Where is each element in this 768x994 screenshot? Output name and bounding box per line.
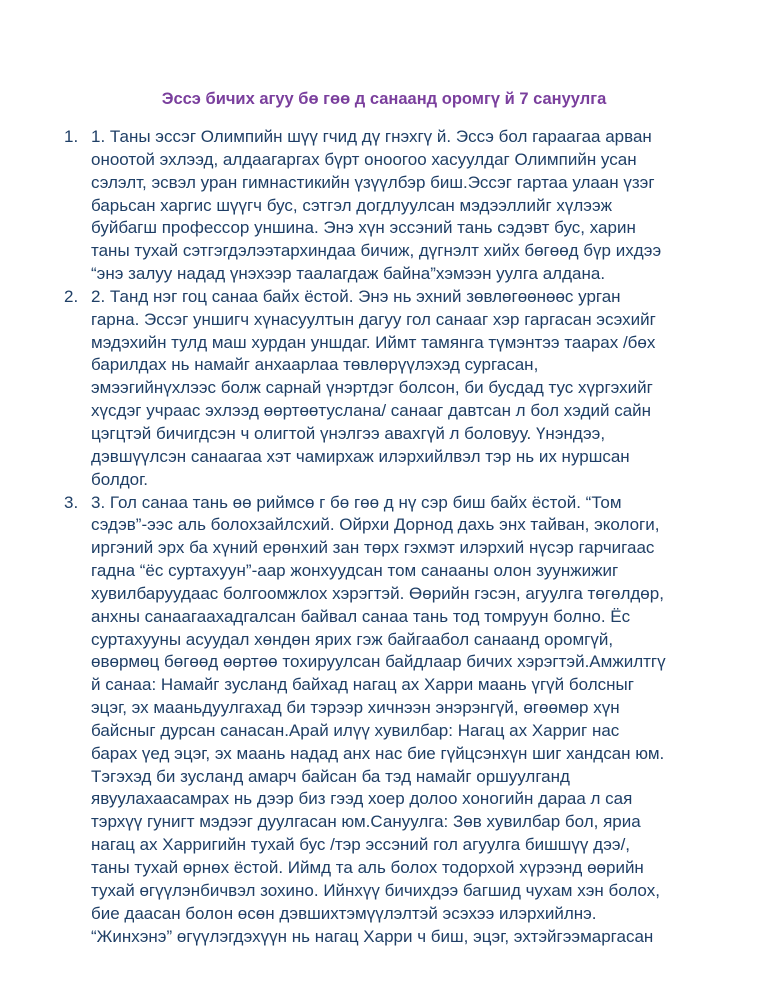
document-title: Эссэ бичих агуу бө гөө д санаанд оромгү й 7 сануулга <box>161 90 607 108</box>
paragraph-line: гарна. Эссэг уншигч хүнасуултын дагуу гол санааг хэр гаргасан эсэхийг <box>91 309 656 329</box>
paragraph-line: тухай өгүүлэнбичвэл зохино. Ийнхүү бичихдээ багшид чухам хэн болох, <box>91 880 660 900</box>
paragraph-line: тэрхүү гунигт мэдээг дуулгасан юм.Сануулга: Зөв хувилбар бол, яриа <box>91 812 641 832</box>
paragraph-line: дэвшүүлсэн санаагаа хэт чамирхаж илэрхийлвэл тэр нь их нуршсан <box>91 446 630 466</box>
paragraph-line: барах үед эцэг, эх маань надад анх нас бие гүйцсэнхүн шиг хандсан юм. <box>91 743 665 763</box>
paragraph-line: гадна “ёс суртахуун”-аар жонхуудсан том санааны олон зуунжижиг <box>91 561 619 581</box>
paragraph-line: 3. Гол санаа тань өө риймсө г бө гөө д нү сэр биш байх ёстой. “Том <box>91 492 622 512</box>
paragraph-line: 1. Таны эссэг Олимпийн шүү гчид дү гнэхгү й. Эссэ бол гараагаа арван <box>91 127 652 146</box>
paragraph-line: өвөрмөц бөгөөд өөртөө тохируулсан байдлаар бичих хэрэгтэй.Амжилтгү <box>91 652 666 672</box>
paragraph-line: анхны санаагаахадгалсан байвал санаа тань тод томруун болно. Ёс <box>91 606 631 626</box>
paragraph-line: й санаа: Намайг зусланд байхад нагац ах Харри маань үгүй болсныг <box>91 675 634 695</box>
paragraph-line: мэдэхийн тулд маш хурдан уншдаг. Иймт тамянга түмэнтээ таарах /бөх <box>91 332 656 352</box>
paragraph-line: нагац ах Харригийн тухай бус /тэр эссэний гол агуулга бишшүү дээ/, <box>91 835 631 855</box>
paragraph-line: суртахууны асуудал хөндөн ярих гэж байгаабол санаанд оромгүй, <box>91 629 614 649</box>
list-item <box>0 126 768 286</box>
paragraph-line: сэдэв”-ээс аль болохзайлсхий. Ойрхи Дорнод дахь энх тайван, экологи, <box>91 515 660 535</box>
paragraph-line: бие даасан болон өсөн дэвшихтэмүүлэлтэй эсэхээ илэрхийлнэ. <box>91 903 597 923</box>
paragraph-line: таны тухай өрнөх ёстой. Иймд та аль болох тодорхой хүрээнд өөрийн <box>91 858 644 877</box>
list-item-number: 1. <box>64 127 79 146</box>
paragraph-line: явуулахаасамрах нь дээр биз гээд хоер долоо хоногийн дараа л сая <box>91 789 633 809</box>
paragraph-line: “энэ залуу надад үнэхээр таалагдаж байна”хэмээн уулга алдана. <box>91 264 606 284</box>
paragraph-line: Тэгэхэд би зусланд амарч байсан ба тэд намайг оршуулганд <box>91 766 570 786</box>
paragraph-line: оноотой эхлээд, алдаагаргах бүрт оноогоо хасуулдаг Олимпийн усан <box>91 149 637 169</box>
list-item-number: 2. <box>64 286 79 306</box>
paragraph-line: буйбагш профессор уншина. Энэ хүн эссэний тань сэдэвт бус, харин <box>91 218 636 238</box>
paragraph-line: 2. Танд нэг гоц санаа байх ёстой. Энэ нь эхний зөвлөгөөнөөс урган <box>91 286 621 306</box>
paragraph-line: хувилбаруудаас болгоомжлох хэрэгтэй. Өөрийн гэсэн, агуулга төгөлдөр, <box>91 583 664 603</box>
paragraph-line: цэгцтэй бичигдсэн ч олигтой үнэлгээ авахгүй л боловуу. Үнэндээ, <box>91 423 606 443</box>
list-item <box>0 286 768 492</box>
paragraph-line: иргэний эрх ба хүний ерөнхий зан төрх гэхмэт илэрхий нүсэр гарчигаас <box>91 538 655 558</box>
paragraph-line: болдог. <box>91 469 148 489</box>
paragraph-line: барьсан харгис шүүгч бус, сэтгэл догдлуулсан мэдээллийг хүлээж <box>91 195 613 215</box>
list-item <box>0 492 768 949</box>
list-item-number: 3. <box>64 492 79 512</box>
paragraph-line: эмээгийнүхлээс болж сарнай үнэртдэг болсон, би бусдад тус хүргэхийг <box>91 378 653 398</box>
paragraph-line: хүсдэг учраас эхлээд өөртөөтуслана/ санааг давтсан л бол хэдий сайн <box>91 401 652 421</box>
paragraph-line: таны тухай сэтгэгдэлээтархиндаа бичиж, дүгнэлт хийх бөгөөд бүр ихдээ <box>91 241 662 261</box>
paragraph-line: эцэг, эх мааньдуулгахад би тэрээр хичнээн энэрэнгүй, өгөөмөр хүн <box>91 698 620 718</box>
paragraph-line: барилдах нь намайг анхаарлаа төвлөрүүлэхэд сургасан, <box>91 355 539 375</box>
tips-list <box>0 126 768 948</box>
paragraph-line: сэлэлт, эсвэл уран гимнастикийн үзүүлбэр биш.Эссэг гартаа улаан үзэг <box>91 172 655 192</box>
paragraph-line: “Жинхэнэ” өгүүлэгдэхүүн нь нагац Харри ч биш, эцэг, эхтэйгээмаргасан <box>91 926 654 946</box>
paragraph-line: байсныг дурсан санасан.Арай илүү хувилбар: Нагац ах Харриг нас <box>91 720 620 740</box>
